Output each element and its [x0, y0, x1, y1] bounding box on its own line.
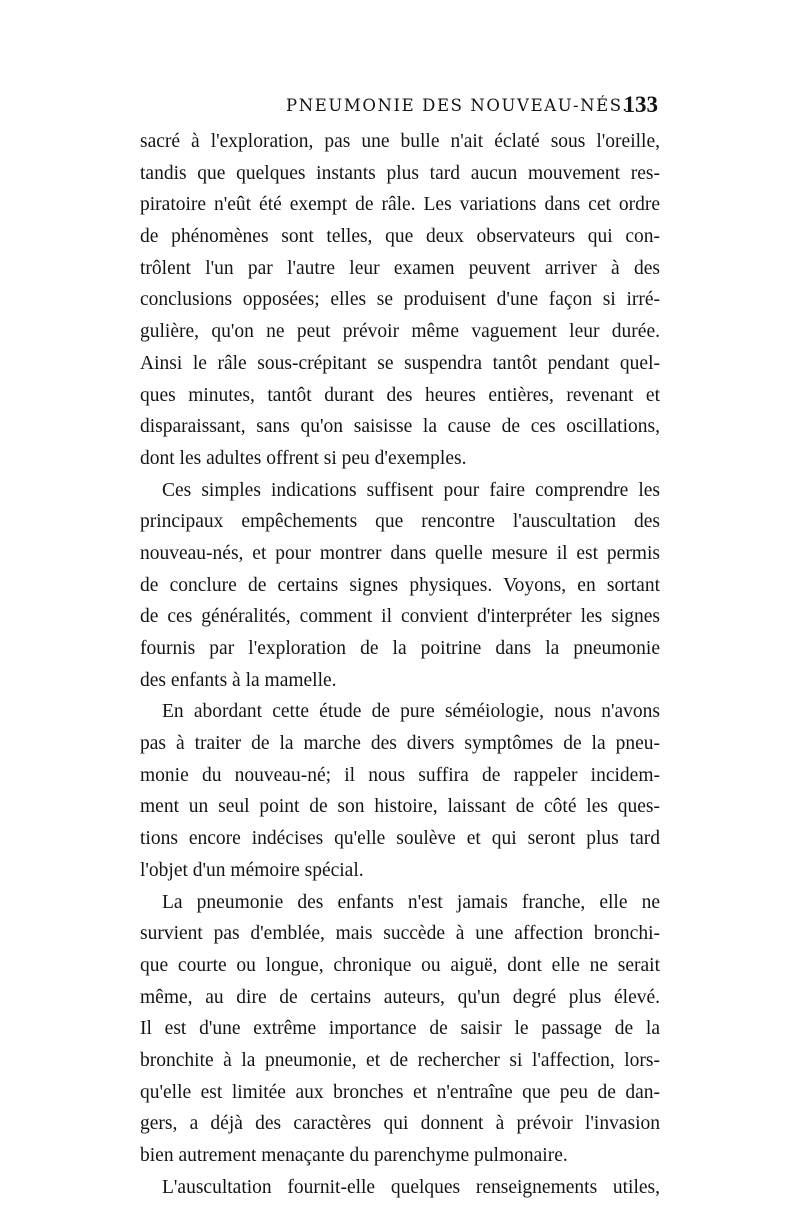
paragraph-end-line: bien autrement menaçante du parenchyme pulmonaire.	[140, 1145, 568, 1166]
text-line: Il est d'une extrême importance de saisir le passage de la	[140, 1018, 660, 1040]
text-line: qu'elle est limitée aux bronches et n'entraîne que peu de dan-	[140, 1081, 660, 1103]
text-line: bronchite à la pneumonie, et de rechercher si l'affection, lors-	[140, 1049, 660, 1071]
body-text	[140, 126, 660, 1203]
text-line: Ainsi le râle sous-crépitant se suspendra tantôt pendant quel-	[140, 352, 660, 374]
text-line: trôlent l'un par l'autre leur examen peuvent arriver à des	[140, 257, 660, 279]
text-line: survient pas d'emblée, mais succède à une affection bronchi-	[140, 923, 660, 945]
text-line: de phénomènes sont telles, que deux observateurs qui con-	[140, 226, 660, 248]
paragraph-end-line: des enfants à la mamelle.	[140, 669, 337, 691]
text-line: tandis que quelques instants plus tard aucun mouvement res-	[140, 162, 660, 184]
text-line: pas à traiter de la marche des divers symptômes de la pneu-	[140, 733, 660, 755]
text-line: gulière, qu'on ne peut prévoir même vaguement leur durée.	[140, 321, 660, 343]
text-line: ques minutes, tantôt durant des heures entières, revenant et	[140, 384, 660, 406]
text-line: gers, a déjà des caractères qui donnent à prévoir l'invasion	[140, 1113, 660, 1135]
text-line: fournis par l'exploration de la poitrine dans la pneumonie	[140, 638, 660, 659]
running-title: PNEUMONIE DES NOUVEAU-NÉS.	[286, 96, 629, 115]
paragraph-end-line: l'objet d'un mémoire spécial.	[140, 859, 364, 881]
running-head	[140, 94, 660, 124]
text-line: de ces généralités, comment il convient d'interpréter les signes	[140, 606, 660, 628]
text-line: piratoire n'eût été exempt de râle. Les variations dans cet ordre	[140, 194, 660, 216]
paragraph-start-line: En abordant cette étude de pure séméiologie, nous n'avons	[162, 701, 660, 723]
text-line: que courte ou longue, chronique ou aiguë, dont elle ne serait	[140, 954, 660, 976]
text-line: sacré à l'exploration, pas une bulle n'ait éclaté sous l'oreille,	[140, 131, 660, 152]
text-line: monie du nouveau-né; il nous suffira de rappeler incidem-	[140, 764, 660, 786]
text-line: même, au dire de certains auteurs, qu'un degré plus élevé.	[140, 986, 660, 1008]
paragraph-start-line: La pneumonie des enfants n'est jamais franche, elle ne	[162, 891, 660, 913]
paragraph-start-line: Ces simples indications suffisent pour faire comprendre les	[162, 479, 660, 501]
page-number: 133	[623, 92, 658, 117]
paragraph-start-line: L'auscultation fournit-elle quelques renseignements utiles,	[162, 1176, 660, 1198]
paragraph-end-line: dont les adultes offrent si peu d'exemples.	[140, 447, 467, 469]
text-line: disparaissant, sans qu'on saisisse la cause de ces oscillations,	[140, 416, 660, 438]
text-line: ment un seul point de son histoire, laissant de côté les ques-	[140, 796, 660, 818]
text-line: tions encore indécises qu'elle soulève et qui seront plus tard	[140, 828, 660, 850]
text-line: principaux empêchements que rencontre l'auscultation des	[140, 511, 660, 533]
text-line: nouveau-nés, et pour montrer dans quelle mesure il est permis	[140, 542, 660, 564]
text-line: conclusions opposées; elles se produisent d'une façon si irré-	[140, 289, 660, 311]
text-line: de conclure de certains signes physiques. Voyons, en sortant	[140, 574, 660, 596]
